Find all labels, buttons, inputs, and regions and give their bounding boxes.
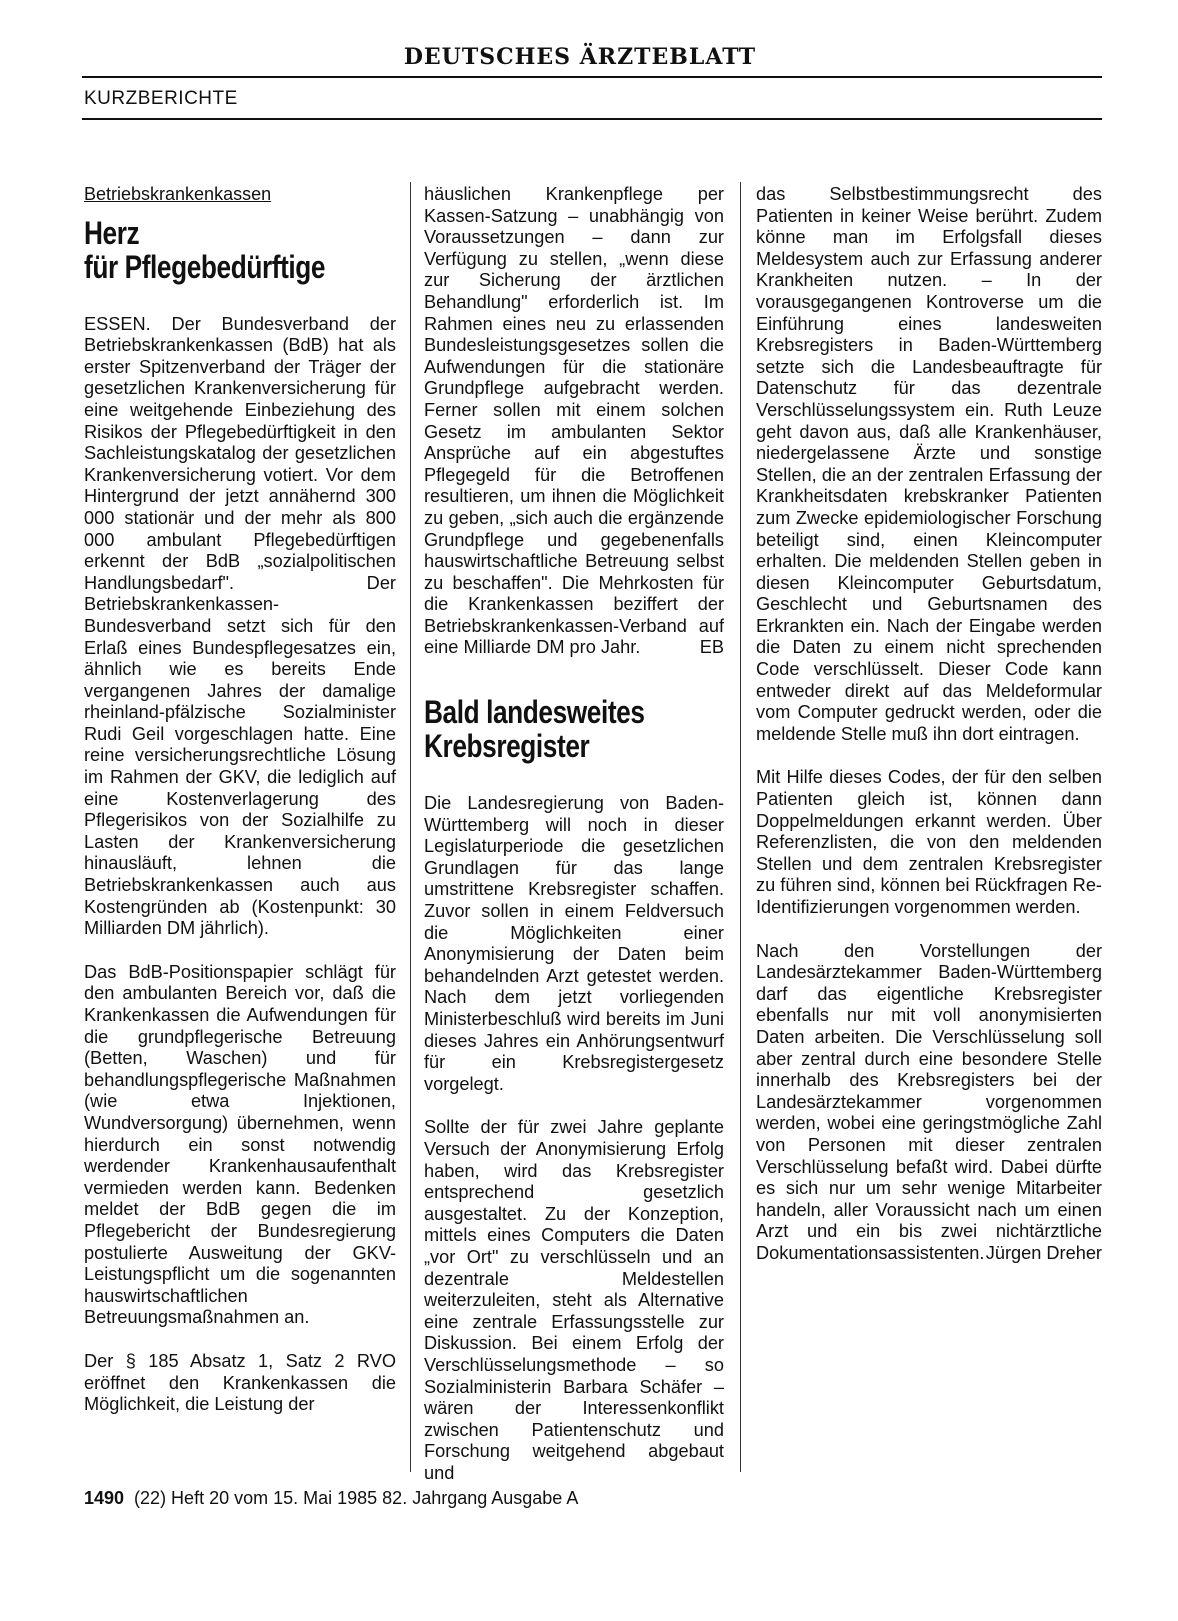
headline-line: Krebsregister — [424, 728, 590, 765]
article-headline — [424, 695, 752, 763]
issue-info: (22) Heft 20 vom 15. Mai 1985 82. Jahrgang Ausgabe A — [134, 1488, 579, 1508]
article-headline — [84, 216, 412, 284]
article-paragraph — [424, 184, 724, 659]
article-paragraph-text: Nach den Vorstellungen der Landesärztekammer Baden-Württemberg darf das eigentliche Krebsregister ebenfalls nur mit voll anonymisierten Daten arbeiten. Die Verschlüsselung soll aber zentral durch eine besondere Stelle innerhalb des Krebsregisters bei der Landesärztekammer vorgenommen werden, wobei eine geringstmögliche Zahl von Personen mit dieser zentralen Verschlüsselung befaßt wird. Dabei dürfte es sich nur um sehr wenige Mitarbeiter handeln, aller Voraussicht nach um einen Arzt und ein bis zwei nichtärztliche Dokumentationsassistenten. — [756, 940, 1102, 1263]
article-paragraph: Das BdB-Positionspapier schlägt für den ambulanten Bereich vor, daß die Krankenkassen die Aufwendungen für die grundpflegerische Betreuung (Betten, Waschen) und für behandlungspflegerische Maßnahmen (wie etwa Injektionen, Wundversorgung) übernehmen, wenn hierdurch ein sonst notwendig werdender Krankenhausaufenthalt vermieden werden kann. Bedenken meldet der BdB gegen die im Pflegebericht der Bundesregierung postulierte Ausweitung der GKV-Leistungspflicht um die sogenannten hauswirtschaftlichen Betreuungsmaßnahmen an. — [84, 961, 396, 1328]
article-paragraph — [756, 941, 1102, 1265]
masthead-rule — [82, 76, 1102, 78]
article-paragraph: ESSEN. Der Bundesverband der Betriebskrankenkassen (BdB) hat als erster Spitzenverband der Träger der gesetzlichen Krankenversicherung für eine weitgehende Einbeziehung des Risikos der Pflegebedürftigkeit in den Sachleistungskatalog der gesetzlichen Krankenversicherung votiert. Vor dem Hintergrund der jetzt annähernd 300 000 stationär und der mehr als 800 000 ambulant Pflegebedürftigen erkennt der BdB „sozialpolitischen Handlungsbedarf". Der Betriebskrankenkassen-Bundesverband setzt sich für den Erlaß eines Bundespflegesatzes ein, ähnlich wie es bereits Ende vergangenen Jahres der damalige rheinland-pfälzische Sozialminister Rudi Geil vorgeschlagen hatte. Eine reine versicherungsrechtliche Lösung im Rahmen der GKV, die lediglich auf eine Kostenverlagerung des Pflegerisikos von der Sozialhilfe zu Lasten der Krankenversicherung hinausläuft, lehnen die Betriebskrankenkassen auch aus Kostengründen ab (Kostenpunkt: 30 Milliarden DM jährlich). — [84, 313, 396, 939]
column-1 — [84, 184, 396, 1438]
headline-line: Bald landesweites — [424, 694, 645, 731]
article-paragraph: Der § 185 Absatz 1, Satz 2 RVO eröffnet den Krankenkassen die Möglichkeit, die Leistung der — [84, 1350, 396, 1415]
author-signature: Jürgen Dreher — [985, 1242, 1102, 1263]
journal-masthead: DEUTSCHES ÄRZTEBLATT — [403, 44, 757, 70]
column-divider — [410, 182, 411, 1472]
article-paragraph-text: häuslichen Krankenpflege per Kassen-Satzung – unabhängig von Voraussetzungen – dann zur Verfügung zu stellen, „wenn diese zur Sicherung der ärztlichen Behandlung" erforderlich ist. Im Rahmen eines neu zu erlassenden Bundesleistungsgesetzes sollen die Aufwendungen für die stationäre Grundpflege aufgebracht werden. Ferner sollen mit einem solchen Gesetz im ambulanten Sektor Ansprüche auf ein abgestuftes Pflegegeld für die Betroffenen resultieren, um ihnen die Möglichkeit zu geben, „sich auch die ergänzende Grundpflege und gegebenenfalls hauswirtschaftliche Betreuung selbst zu beschaffen". Die Mehrkosten für die Krankenkassen beziffert der Betriebskrankenkassen-Verband auf eine Milliarde DM pro Jahr. — [424, 184, 724, 658]
author-signature: EB — [699, 637, 724, 658]
page-footer — [84, 1488, 578, 1509]
column-3 — [756, 184, 1102, 1287]
page-number: 1490 — [84, 1488, 125, 1508]
section-label: KURZBERICHTE — [84, 88, 238, 109]
article-paragraph: Mit Hilfe dieses Codes, der für den selben Patienten gleich ist, können dann Doppelmeldungen erkannt werden. Über Referenzlisten, die von den meldenden Stellen und dem zentralen Krebsregister zu führen sind, können bei Rückfragen Re-Identifizierungen vorgenommen werden. — [756, 767, 1102, 917]
section-rule — [82, 118, 1102, 120]
article-paragraph: das Selbstbestimmungsrecht des Patienten in keiner Weise berührt. Zudem könne man im Erfolgsfall dieses Meldesystem auch zur Erfassung anderer Krankheiten nutzen. – In der vorausgegangenen Kontroverse um die Einführung eines landesweiten Krebsregisters in Baden-Württemberg setzte sich die Landesbeauftragte für Datenschutz für das dezentrale Verschlüsselungssystem ein. Ruth Leuze geht davon aus, daß alle Krankenhäuser, niedergelassene Ärzte und sonstige Stellen, die an der zentralen Erfassung der Krankheitsdaten krebskranker Patienten zum Zwecke epidemiologischer Forschung beteiligt sind, einen Kleincomputer erhalten. Die meldenden Stellen geben in diesen Kleincomputer Geburtsdatum, Geschlecht und Geburtsnamen des Erkrankten ein. Nach der Eingabe werden die Daten zu einem nicht sprechenden Code verschlüsselt. Dieser Code kann entweder direkt auf das Meldeformular vom Computer gedruckt werden, oder die meldende Stelle muß ihn dort eintragen. — [756, 184, 1102, 744]
column-2 — [424, 184, 724, 1506]
article-paragraph: Sollte der für zwei Jahre geplante Versuch der Anonymisierung Erfolg haben, wird das Krebsregister entsprechend gesetzlich ausgestaltet. Zu der Konzeption, mittels eines Computers die Daten „vor Ort" zu verschlüsseln und an dezentrale Meldestellen weiterzuleiten, steht als Alternative eine zentrale Erfassungsstelle zur Diskussion. Bei einem Erfolg der Verschlüsselungsmethode – so Sozialministerin Barbara Schäfer – wären der Interessenkonflikt zwischen Patientenschutz und Forschung weitgehend abgebaut und — [424, 1117, 724, 1483]
article-paragraph: Die Landesregierung von Baden-Württemberg will noch in dieser Legislaturperiode die gesetzlichen Grundlagen für das lange umstrittene Krebsregister schaffen. Zuvor sollen in einem Feldversuch die Möglichkeiten einer Anonymisierung der Daten beim behandelnden Arzt getestet werden. Nach dem jetzt vorliegenden Ministerbeschluß wird bereits im Juni dieses Jahres ein Anhörungsentwurf für ein Krebsregistergesetz vorgelegt. — [424, 793, 724, 1094]
article-topic: Betriebskrankenkassen — [84, 184, 272, 204]
headline-line: Herz — [84, 214, 140, 251]
headline-line: für Pflegebedürftige — [84, 248, 326, 285]
column-divider — [740, 182, 741, 1472]
